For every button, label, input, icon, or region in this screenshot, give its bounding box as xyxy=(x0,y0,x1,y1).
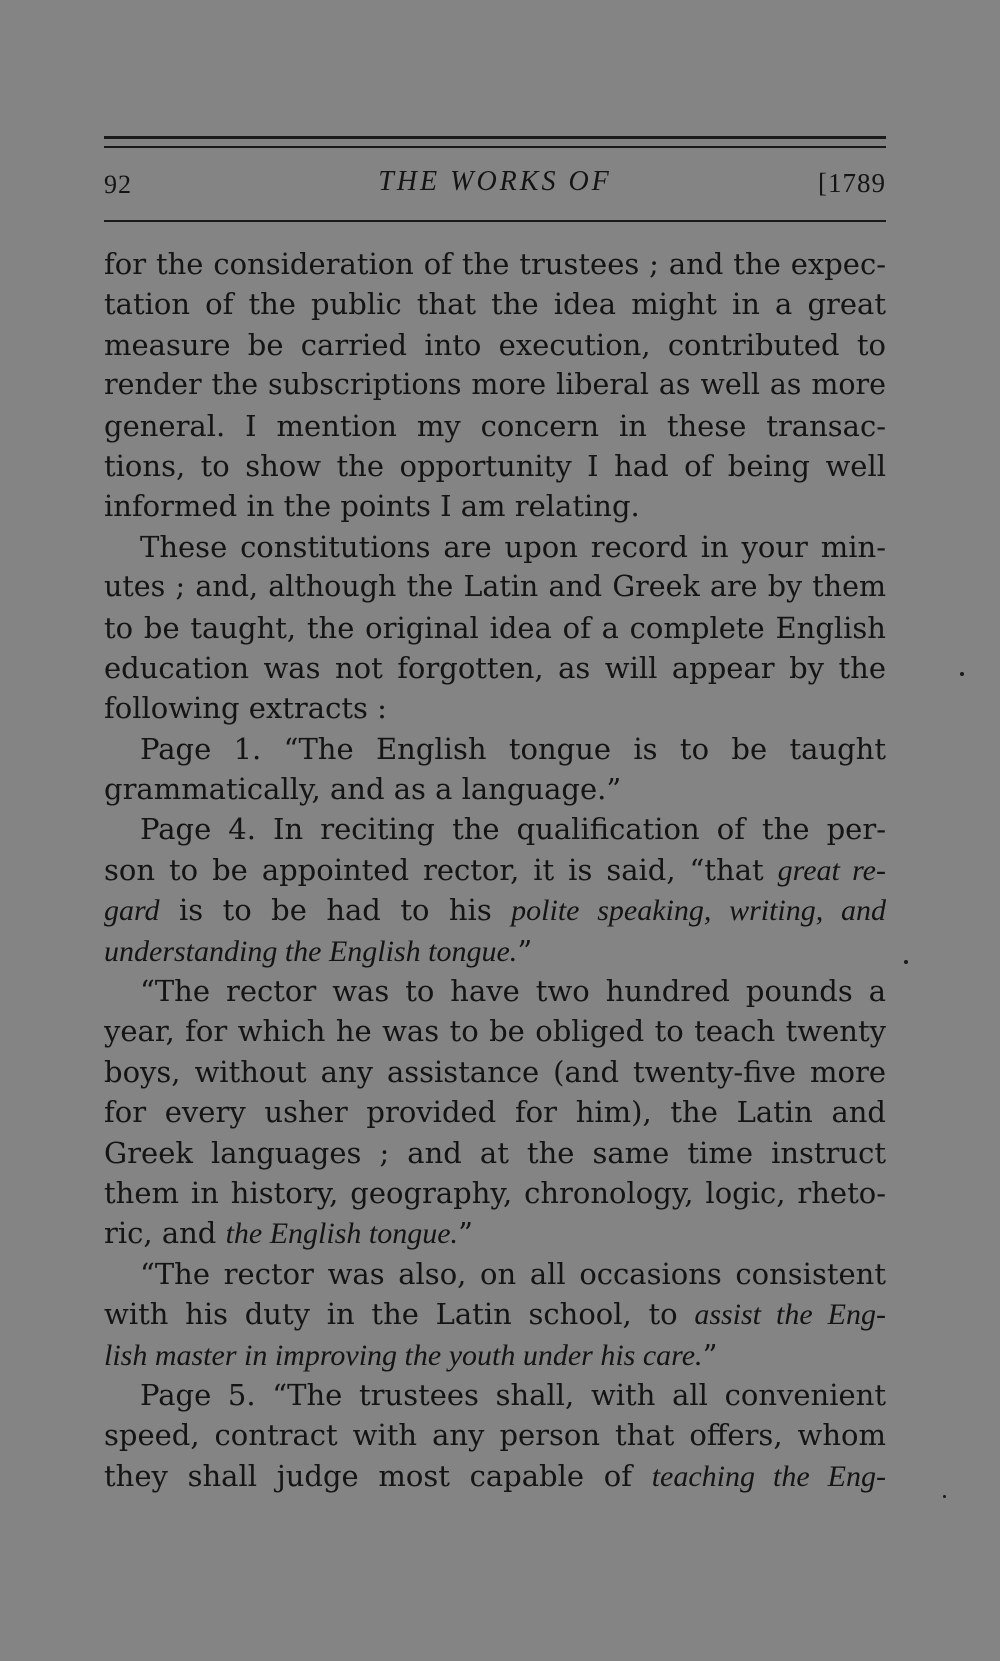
text-run: informed in the points I am relating. xyxy=(104,489,640,524)
italic-text: teaching the Eng- xyxy=(651,1459,886,1493)
text-run: ” xyxy=(458,1216,473,1251)
text-run: Page 5. “The trustees shall, with all convenient xyxy=(140,1377,886,1412)
text-run: “The rector was to have two hundred pounds a xyxy=(140,974,886,1009)
text-line xyxy=(104,527,886,567)
text-line xyxy=(104,486,886,526)
page-speck xyxy=(960,672,964,676)
text-line xyxy=(104,406,886,446)
text-line xyxy=(104,1092,886,1132)
italic-text: polite speaking, writing, and xyxy=(511,894,886,928)
text-run: education was not forgotten, as will appear by the xyxy=(104,650,886,685)
running-head-year: [1789 xyxy=(818,168,886,198)
text-line xyxy=(104,325,886,365)
italic-text: lish master in improving the youth under his care. xyxy=(104,1338,703,1372)
text-run: to be taught, the original idea of a complete English xyxy=(104,610,886,645)
text-line xyxy=(104,1456,886,1496)
text-run: year, for which he was to be obliged to teach twenty xyxy=(104,1014,886,1049)
text-line xyxy=(104,809,886,849)
text-line xyxy=(104,608,886,648)
text-run: Page 1. “The English tongue is to be taught xyxy=(140,731,886,766)
text-run: Page 4. In reciting the qualification of the per- xyxy=(140,812,886,847)
text-run: ric, and xyxy=(104,1216,226,1251)
text-line xyxy=(104,1011,886,1051)
text-line xyxy=(104,971,886,1011)
text-line xyxy=(104,1375,886,1415)
header-rule xyxy=(104,220,886,222)
page-number: 92 xyxy=(104,170,132,199)
top-double-rule-lower xyxy=(104,146,886,148)
top-double-rule-upper xyxy=(104,136,886,139)
text-line xyxy=(104,244,886,284)
text-run: they shall judge most capable of xyxy=(104,1458,652,1493)
text-run: general. I mention my concern in these transac- xyxy=(104,408,886,443)
text-line xyxy=(104,1133,886,1173)
text-run: ” xyxy=(517,933,533,968)
text-run: Greek languages ; and at the same time instruct xyxy=(104,1135,886,1170)
italic-text: great re- xyxy=(777,853,886,887)
text-line xyxy=(104,1335,886,1375)
text-line xyxy=(104,1294,886,1334)
italic-text: assist the Eng- xyxy=(694,1298,886,1332)
text-line xyxy=(104,365,886,405)
italic-text: gard xyxy=(104,894,160,928)
text-run: These constitutions are upon record in your min- xyxy=(140,529,886,564)
text-line xyxy=(104,284,886,324)
text-run: tions, to show the opportunity I had of being well xyxy=(104,448,886,483)
text-run: tation of the public that the idea might in a great xyxy=(104,287,886,322)
text-run: with his duty in the Latin school, to xyxy=(104,1297,695,1332)
text-line xyxy=(104,769,886,809)
text-run: son to be appointed rector, it is said, “that xyxy=(104,852,778,887)
text-run: utes ; and, although the Latin and Greek are by them xyxy=(104,570,886,604)
text-run: for every usher provided for him), the Latin and xyxy=(104,1095,886,1130)
text-run: measure be carried into execution, contributed to xyxy=(104,327,886,362)
text-line xyxy=(104,567,886,607)
running-head xyxy=(104,166,886,206)
italic-text: understanding the English tongue. xyxy=(104,934,518,968)
italic-text: the English tongue. xyxy=(225,1217,459,1251)
text-run: speed, contract with any person that offers, whom xyxy=(104,1418,886,1453)
text-line xyxy=(104,1213,886,1253)
text-run: boys, without any assistance (and twenty-five more xyxy=(104,1054,886,1089)
text-line xyxy=(104,850,886,890)
text-line xyxy=(104,1173,886,1213)
book-page xyxy=(104,0,886,1661)
page-speck xyxy=(943,1495,946,1498)
running-head-title: THE WORKS OF xyxy=(378,166,612,197)
body-text xyxy=(104,244,886,1496)
page-speck xyxy=(904,960,908,964)
text-line xyxy=(104,1052,886,1092)
text-line xyxy=(104,446,886,486)
text-line xyxy=(104,1415,886,1455)
text-line xyxy=(104,688,886,728)
text-line xyxy=(104,1254,886,1294)
text-run: following extracts : xyxy=(104,691,387,726)
text-run: render the subscriptions more liberal as well as more xyxy=(104,368,886,402)
text-run: is to be had to his xyxy=(159,893,512,928)
text-run: ” xyxy=(702,1337,718,1372)
text-run: grammatically, and as a language.” xyxy=(104,772,622,807)
text-run: “The rector was also, on all occasions consistent xyxy=(140,1256,886,1291)
text-line xyxy=(104,648,886,688)
text-line xyxy=(104,729,886,769)
text-line xyxy=(104,931,886,971)
text-run: for the consideration of the trustees ; and the expec- xyxy=(104,247,886,281)
text-run: them in history, geography, chronology, logic, rheto- xyxy=(104,1175,886,1210)
text-line xyxy=(104,890,886,930)
